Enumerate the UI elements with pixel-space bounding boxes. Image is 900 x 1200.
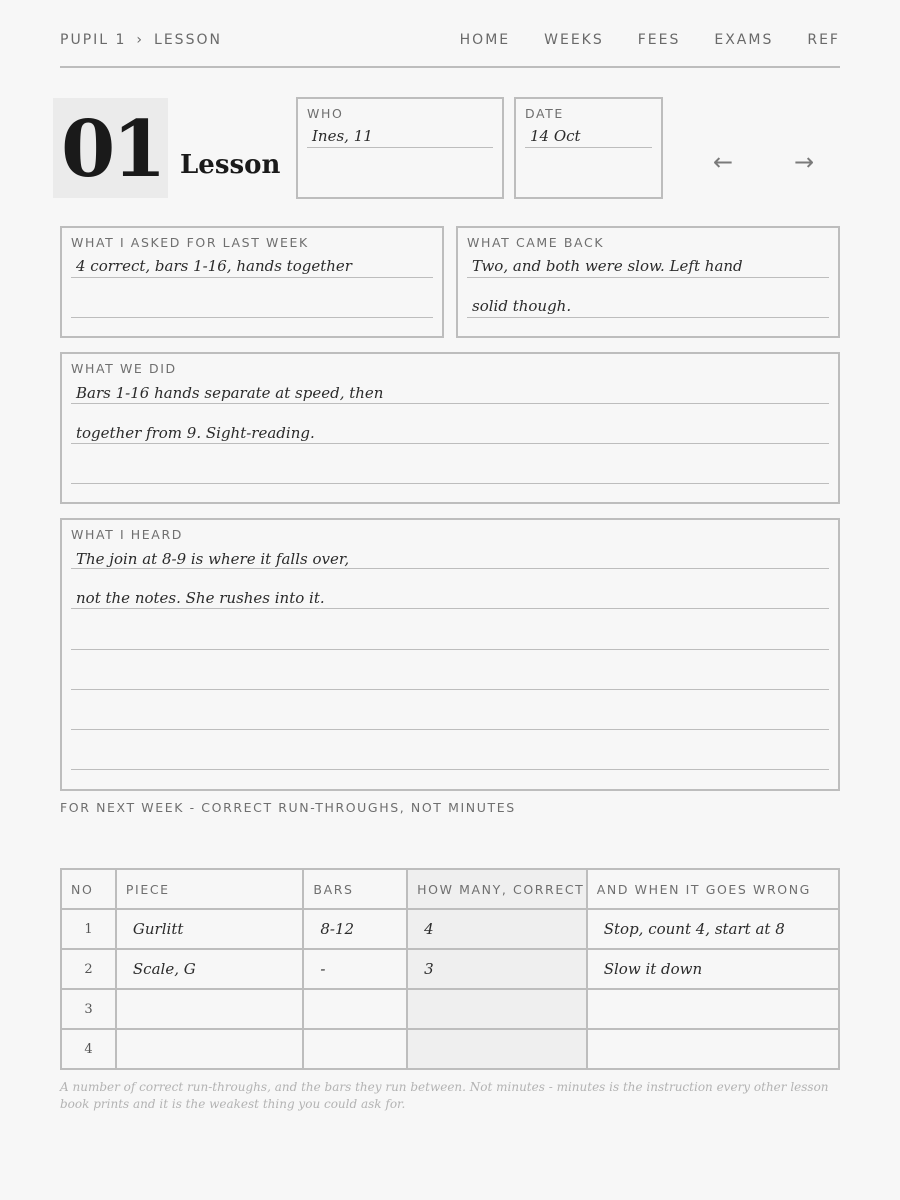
bars-cell[interactable]	[303, 1029, 407, 1069]
rule-line	[467, 277, 829, 278]
piece-cell[interactable]	[116, 1029, 303, 1069]
what-we-did-box[interactable]	[60, 352, 840, 504]
rule-line	[71, 483, 829, 484]
piece-value	[117, 1000, 133, 1018]
table-row	[61, 949, 839, 989]
count-cell[interactable]	[407, 1029, 587, 1069]
header-piece: PIECE	[116, 869, 303, 909]
rule-line	[71, 443, 829, 444]
nav-ref[interactable]: REF	[807, 32, 840, 48]
row-number: 2	[61, 949, 116, 989]
piece-value	[117, 1040, 133, 1058]
bars-cell[interactable]	[303, 989, 407, 1029]
rule-line	[71, 649, 829, 650]
count-value	[408, 1000, 424, 1018]
heard-line-2[interactable]: not the notes. She rushes into it.	[76, 589, 325, 607]
top-bar	[60, 30, 840, 68]
came-back-line-1[interactable]: Two, and both were slow. Left hand	[472, 257, 743, 275]
asked-last-week-box[interactable]	[60, 226, 444, 338]
count-cell[interactable]	[407, 989, 587, 1029]
when-wrong-value	[588, 1040, 604, 1058]
lesson-number: 01	[61, 104, 164, 195]
table-row	[61, 1029, 839, 1069]
bars-cell[interactable]	[303, 949, 407, 989]
came-back-line-2[interactable]: solid though.	[472, 297, 572, 315]
asked-line-1[interactable]: 4 correct, bars 1-16, hands together	[76, 257, 352, 275]
header-no: NO	[61, 869, 116, 909]
piece-value: Scale, G	[132, 959, 196, 978]
next-week-heading: FOR NEXT WEEK - CORRECT RUN-THROUGHS, NOT MINUTES	[60, 800, 516, 815]
rule-line	[71, 769, 829, 770]
did-line-1[interactable]: Bars 1-16 hands separate at speed, then	[76, 384, 384, 402]
breadcrumb-lesson: LESSON	[154, 32, 222, 48]
count-value: 3	[424, 959, 434, 978]
bars-value	[304, 1040, 320, 1058]
rule-line	[71, 608, 829, 609]
heard-line-1[interactable]: The join at 8-9 is where it falls over,	[76, 550, 350, 568]
table-header-row	[61, 869, 839, 909]
table-row	[61, 989, 839, 1029]
rule-line	[71, 277, 433, 278]
rule-line	[71, 317, 433, 318]
count-value	[408, 1040, 424, 1058]
lesson-number-block	[53, 98, 168, 198]
who-value[interactable]: Ines, 11	[312, 127, 373, 145]
piece-cell[interactable]	[116, 909, 303, 949]
when-wrong-value	[588, 1000, 604, 1018]
heard-label: WHAT I HEARD	[71, 527, 183, 542]
rule-line	[71, 729, 829, 730]
came-back-label: WHAT CAME BACK	[467, 235, 605, 250]
table-row	[61, 909, 839, 949]
next-week-table	[60, 868, 840, 1070]
next-arrow-icon[interactable]: →	[794, 148, 815, 176]
main-nav	[460, 32, 840, 48]
nav-fees[interactable]: FEES	[637, 32, 681, 48]
count-cell[interactable]	[407, 949, 587, 989]
date-line	[525, 147, 652, 148]
row-number: 4	[61, 1029, 116, 1069]
count-value: 4	[424, 919, 434, 938]
page-title: Lesson	[180, 150, 281, 180]
bars-cell[interactable]	[303, 909, 407, 949]
what-i-heard-box[interactable]	[60, 518, 840, 791]
nav-weeks[interactable]: WEEKS	[544, 32, 604, 48]
rule-line	[71, 568, 829, 569]
nav-exams[interactable]: EXAMS	[714, 32, 774, 48]
rule-line	[467, 317, 829, 318]
piece-cell[interactable]	[116, 949, 303, 989]
footnote: A number of correct run-throughs, and the bars they run between. Not minutes - minutes is the instruction every other lesson book prints and it is the weakest thing you could ask for.	[60, 1080, 829, 1111]
date-box[interactable]	[514, 97, 663, 199]
header-when-wrong: AND WHEN IT GOES WRONG	[587, 869, 839, 909]
rule-line	[71, 403, 829, 404]
breadcrumb	[60, 32, 222, 48]
bars-value: -	[320, 959, 326, 978]
did-line-2[interactable]: together from 9. Sight-reading.	[76, 424, 315, 442]
asked-label: WHAT I ASKED FOR LAST WEEK	[71, 235, 309, 250]
bars-value: 8-12	[320, 919, 355, 938]
row-number: 3	[61, 989, 116, 1029]
piece-value: Gurlitt	[132, 919, 184, 938]
when-wrong-cell[interactable]	[587, 989, 839, 1029]
date-value[interactable]: 14 Oct	[530, 127, 581, 145]
when-wrong-cell[interactable]	[587, 909, 839, 949]
came-back-box[interactable]	[456, 226, 840, 338]
row-number: 1	[61, 909, 116, 949]
chevron-right-icon: ›	[136, 32, 145, 48]
who-label: WHO	[307, 106, 344, 121]
who-line	[307, 147, 493, 148]
when-wrong-cell[interactable]	[587, 949, 839, 989]
nav-home[interactable]: HOME	[459, 32, 511, 48]
when-wrong-cell[interactable]	[587, 1029, 839, 1069]
count-cell[interactable]	[407, 909, 587, 949]
rule-line	[71, 689, 829, 690]
when-wrong-value: Slow it down	[603, 959, 703, 978]
prev-arrow-icon[interactable]: ←	[713, 148, 734, 176]
when-wrong-value: Stop, count 4, start at 8	[603, 919, 785, 938]
date-label: DATE	[525, 106, 564, 121]
breadcrumb-pupil[interactable]: PUPIL 1	[60, 32, 127, 48]
header-bars: BARS	[303, 869, 407, 909]
piece-cell[interactable]	[116, 989, 303, 1029]
bars-value	[304, 1000, 320, 1018]
did-label: WHAT WE DID	[71, 361, 177, 376]
who-box[interactable]	[296, 97, 504, 199]
header-count: HOW MANY, CORRECT	[407, 869, 587, 909]
